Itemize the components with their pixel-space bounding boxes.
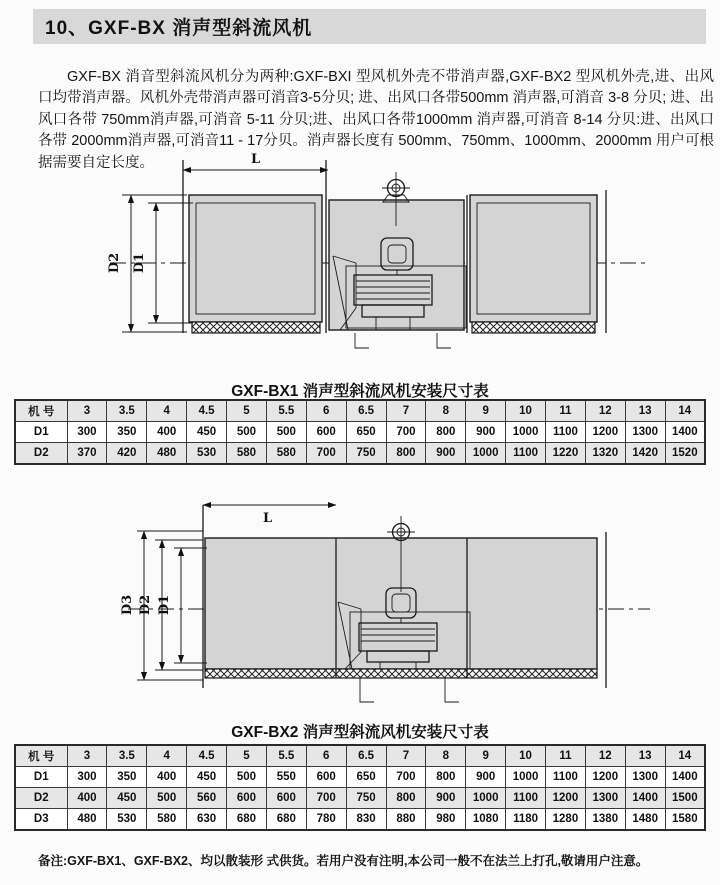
value-cell: 680 — [227, 809, 267, 831]
value-cell: 530 — [107, 809, 147, 831]
value-cell: 480 — [67, 809, 107, 831]
right-silencer-crosshatch — [472, 322, 595, 333]
value-cell: 530 — [187, 443, 227, 465]
column-header-cell: 3 — [67, 400, 107, 422]
support-leg-left — [355, 333, 369, 348]
value-cell: 450 — [187, 422, 227, 443]
column-header-cell: 3.5 — [107, 745, 147, 767]
value-cell: 1480 — [625, 809, 665, 831]
value-cell: 830 — [346, 809, 386, 831]
table1-title: GXF-BX1 消声型斜流风机安装尺寸表 — [231, 383, 489, 400]
column-header-cell: 4.5 — [187, 745, 227, 767]
value-cell: 700 — [306, 788, 346, 809]
value-cell: 300 — [67, 767, 107, 788]
value-cell: 500 — [227, 422, 267, 443]
value-cell: 500 — [227, 767, 267, 788]
column-header-cell: 6 — [306, 400, 346, 422]
value-cell: 1500 — [665, 788, 705, 809]
value-cell: 900 — [466, 422, 506, 443]
bx2-dimension-table — [14, 744, 706, 831]
dimension-d2-label: D2 — [107, 252, 122, 274]
value-cell: 550 — [266, 767, 306, 788]
support-leg-right — [437, 333, 451, 348]
value-cell: 1580 — [665, 809, 705, 831]
value-cell: 300 — [67, 422, 107, 443]
value-cell: 800 — [426, 767, 466, 788]
value-cell: 400 — [67, 788, 107, 809]
column-header-cell: 6.5 — [346, 745, 386, 767]
table-row — [15, 788, 705, 809]
value-cell: 450 — [187, 767, 227, 788]
table-header-row — [15, 400, 705, 422]
value-cell: 1000 — [466, 443, 506, 465]
table-header-row — [15, 745, 705, 767]
table-row — [15, 809, 705, 831]
value-cell: 370 — [67, 443, 107, 465]
column-header-cell: 13 — [625, 745, 665, 767]
column-header-cell: 10 — [506, 745, 546, 767]
dimension-d2-label: D2 — [138, 594, 153, 616]
footnote: 备注:GXF-BX1、GXF-BX2、均以散装形 式供货。若用户没有注明,本公司一般不在法兰上打孔,敬请用户注意。 — [38, 854, 649, 868]
left-silencer-crosshatch — [192, 322, 320, 333]
column-header-cell: 5.5 — [266, 400, 306, 422]
column-header-cell: 9 — [466, 745, 506, 767]
column-header-cell: 14 — [665, 400, 705, 422]
value-cell: 1400 — [665, 767, 705, 788]
value-cell: 1520 — [665, 443, 705, 465]
table2-title: GXF-BX2 消声型斜流风机安装尺寸表 — [231, 724, 489, 741]
column-header-cell: 5 — [227, 400, 267, 422]
column-header-cell: 12 — [585, 745, 625, 767]
value-cell: 600 — [306, 422, 346, 443]
column-header-cell: 13 — [625, 400, 665, 422]
value-cell: 560 — [187, 788, 227, 809]
value-cell: 450 — [107, 788, 147, 809]
column-header-cell: 4 — [147, 745, 187, 767]
row-label-cell: D3 — [15, 809, 67, 831]
value-cell: 1200 — [585, 422, 625, 443]
value-cell: 1280 — [546, 809, 586, 831]
column-header-cell: 11 — [546, 745, 586, 767]
value-cell: 680 — [266, 809, 306, 831]
value-cell: 1100 — [546, 767, 586, 788]
column-header-cell: 5.5 — [266, 745, 306, 767]
table-row — [15, 767, 705, 788]
column-header-cell: 3 — [67, 745, 107, 767]
value-cell: 600 — [266, 788, 306, 809]
value-cell: 1000 — [506, 422, 546, 443]
silencer-lining-crosshatch — [205, 669, 597, 678]
value-cell: 700 — [306, 443, 346, 465]
value-cell: 780 — [306, 809, 346, 831]
value-cell: 1200 — [585, 767, 625, 788]
value-cell: 800 — [386, 788, 426, 809]
gxf-bx2-technical-drawing — [0, 492, 720, 722]
value-cell: 1000 — [466, 788, 506, 809]
value-cell: 1180 — [506, 809, 546, 831]
value-cell: 420 — [107, 443, 147, 465]
row-label-cell: D2 — [15, 788, 67, 809]
dimension-l-label: L — [263, 511, 273, 526]
value-cell: 400 — [147, 422, 187, 443]
page-title: 10、GXF-BX 消声型斜流风机 — [45, 18, 313, 39]
value-cell: 350 — [107, 767, 147, 788]
left-silencer — [189, 195, 322, 322]
column-header-cell: 10 — [506, 400, 546, 422]
column-header-cell: 12 — [585, 400, 625, 422]
gxf-bx1-technical-drawing — [0, 148, 720, 380]
value-cell: 580 — [227, 443, 267, 465]
right-silencer — [470, 195, 597, 322]
column-header-cell: 5 — [227, 745, 267, 767]
support-leg-right — [445, 678, 459, 702]
value-cell: 1200 — [546, 788, 586, 809]
support-leg-left — [360, 678, 374, 702]
value-cell: 1300 — [625, 422, 665, 443]
value-cell: 1100 — [506, 443, 546, 465]
value-cell: 480 — [147, 443, 187, 465]
row-label-cell: D1 — [15, 422, 67, 443]
column-header-cell: 3.5 — [107, 400, 147, 422]
value-cell: 1080 — [466, 809, 506, 831]
value-cell: 800 — [386, 443, 426, 465]
value-cell: 350 — [107, 422, 147, 443]
value-cell: 1320 — [585, 443, 625, 465]
table-row — [15, 443, 705, 465]
value-cell: 1100 — [506, 788, 546, 809]
column-header-cell: 4 — [147, 400, 187, 422]
column-header-cell: 4.5 — [187, 400, 227, 422]
dimension-l — [203, 505, 336, 526]
value-cell: 700 — [386, 767, 426, 788]
table-corner-cell: 机 号 — [15, 400, 67, 422]
dimension-l — [183, 152, 328, 170]
value-cell: 1400 — [625, 788, 665, 809]
value-cell: 1000 — [506, 767, 546, 788]
value-cell: 900 — [466, 767, 506, 788]
value-cell: 500 — [147, 788, 187, 809]
value-cell: 650 — [346, 767, 386, 788]
dimension-d1-label: D1 — [132, 252, 147, 274]
column-header-cell: 7 — [386, 745, 426, 767]
value-cell: 400 — [147, 767, 187, 788]
value-cell: 750 — [346, 443, 386, 465]
column-header-cell: 11 — [546, 400, 586, 422]
value-cell: 1380 — [585, 809, 625, 831]
value-cell: 980 — [426, 809, 466, 831]
value-cell: 1220 — [546, 443, 586, 465]
column-header-cell: 9 — [466, 400, 506, 422]
column-header-cell: 6 — [306, 745, 346, 767]
value-cell: 900 — [426, 788, 466, 809]
column-header-cell: 14 — [665, 745, 705, 767]
table-corner-cell: 机 号 — [15, 745, 67, 767]
dimension-l-label: L — [251, 152, 261, 167]
column-header-cell: 8 — [426, 400, 466, 422]
value-cell: 600 — [306, 767, 346, 788]
bx1-dimension-table — [14, 399, 706, 465]
fan-casing — [329, 200, 464, 330]
value-cell: 900 — [426, 443, 466, 465]
value-cell: 630 — [187, 809, 227, 831]
value-cell: 650 — [346, 422, 386, 443]
row-label-cell: D1 — [15, 767, 67, 788]
table-row — [15, 422, 705, 443]
column-header-cell: 8 — [426, 745, 466, 767]
dimension-d1 — [157, 548, 207, 663]
value-cell: 1300 — [625, 767, 665, 788]
column-header-cell: 6.5 — [346, 400, 386, 422]
value-cell: 580 — [147, 809, 187, 831]
value-cell: 700 — [386, 422, 426, 443]
row-label-cell: D2 — [15, 443, 67, 465]
value-cell: 600 — [227, 788, 267, 809]
value-cell: 580 — [266, 443, 306, 465]
value-cell: 1300 — [585, 788, 625, 809]
dimension-d3-label: D3 — [120, 594, 135, 616]
intro-paragraph: GXF-BX 消音型斜流风机分为两种:GXF-BXI 型风机外壳不带消声器,GXF-BX2 型风机外壳,进、出风口均带消声器。风机外壳带消声器可消音3-5分贝; 进、出风口各带500mm 消声器,可消音 3-8 分贝; 进、出风口各带 750mm消声器,可消音 5-11 分贝;进、出风口各带1000mm 消声器,可消音 8-14 分贝:进、出风口各带 2000mm消声器,可消音11 - 17分贝。消声器长度有 500mm、750mm、1000mm、2000mm 用户可根据需要自定长度。 — [38, 68, 714, 171]
section-title-bar — [33, 9, 706, 44]
column-header-cell: 7 — [386, 400, 426, 422]
value-cell: 1400 — [665, 422, 705, 443]
value-cell: 1420 — [625, 443, 665, 465]
value-cell: 500 — [266, 422, 306, 443]
dimension-d1-label: D1 — [157, 594, 172, 616]
value-cell: 880 — [386, 809, 426, 831]
value-cell: 800 — [426, 422, 466, 443]
value-cell: 750 — [346, 788, 386, 809]
value-cell: 1100 — [546, 422, 586, 443]
